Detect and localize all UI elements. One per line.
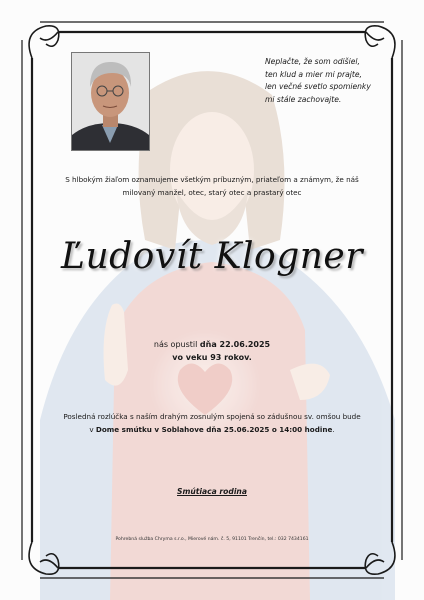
- poem-line: mi stále zachovajte.: [265, 94, 342, 104]
- funeral-details-line: [30, 423, 394, 436]
- funeral-details: Dome smútku v Soblahove dňa 25.06.2025 o 14:00 hodine: [95, 425, 333, 434]
- man-portrait-image: [72, 53, 149, 150]
- death-date-line: [60, 338, 364, 351]
- funeral-suffix: .: [332, 425, 335, 434]
- death-info: [60, 338, 364, 364]
- death-date: dňa 22.06.2025: [199, 340, 271, 349]
- announcement-intro: [40, 174, 384, 199]
- poem-line: ten klud a mier mi prajte,: [265, 69, 362, 79]
- intro-line: milovaný manžel, otec, starý otec a prastarý otec: [122, 187, 302, 197]
- poem-line: Neplačte, že som odišiel,: [265, 57, 360, 66]
- mourning-family-signature: Smútiaca rodina: [177, 487, 247, 496]
- intro-line: S hlbokým žiaľom oznamujeme všetkým príbuzným, priateľom a známym, že náš: [65, 175, 359, 184]
- deceased-name: Ľudovít Klogner: [61, 236, 363, 277]
- death-prefix: nás opustil: [153, 340, 200, 349]
- memorial-poem: [265, 56, 395, 106]
- death-age: vo veku 93 rokov.: [172, 353, 252, 362]
- funeral-line: Posledná rozlúčka s naším drahým zosnulým spojená so zádušnou sv. omšou bude: [63, 412, 361, 421]
- funeral-info: [30, 410, 394, 436]
- portrait-photo: [71, 52, 150, 151]
- funeral-prefix: v: [89, 425, 96, 434]
- poem-line: len večné svetlo spomienky: [265, 82, 371, 91]
- funeral-service-footer: Pohrebná služba Chryma s.r.o., Mierové nám. č. 5, 91101 Trenčín, tel.: 032 7434161: [115, 537, 309, 542]
